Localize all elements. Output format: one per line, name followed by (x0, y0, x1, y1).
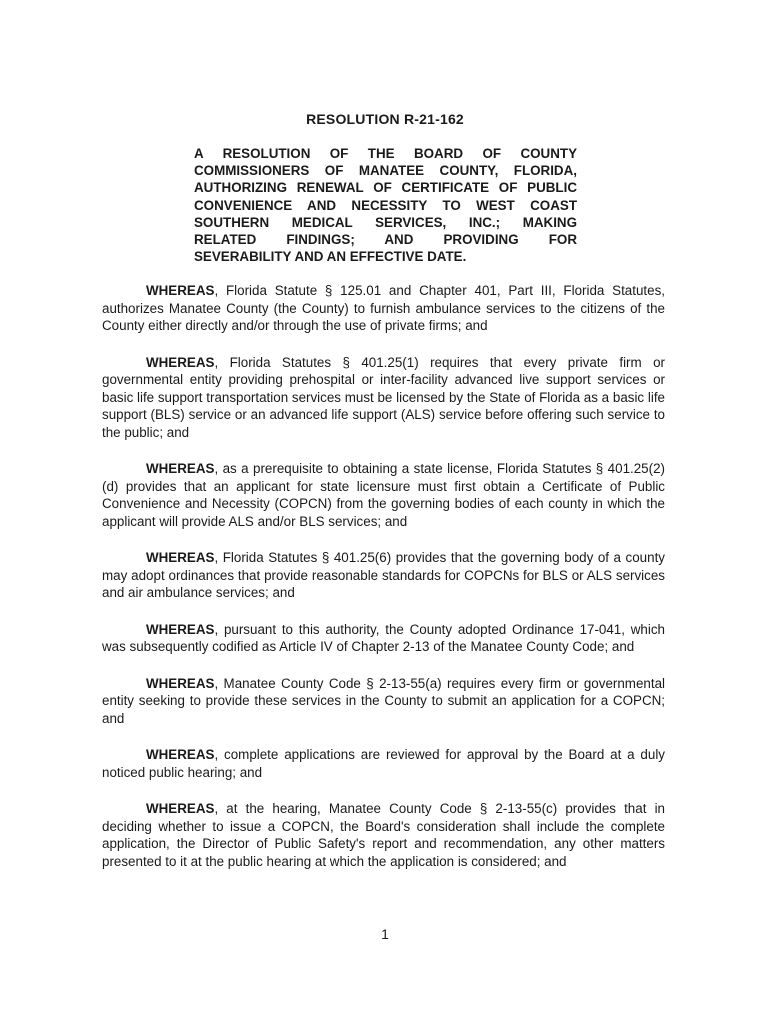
whereas-lead: WHEREAS (146, 550, 215, 565)
whereas-lead: WHEREAS (146, 801, 215, 816)
whereas-lead: WHEREAS (146, 283, 215, 298)
resolution-caption (194, 145, 577, 265)
whereas-lead: WHEREAS (146, 621, 215, 637)
whereas-lead: WHEREAS (146, 675, 215, 691)
resolution-body (102, 282, 665, 889)
paragraph-text: , as a prerequisite to obtaining a state license, Florida Statutes § 401.25(2)(d) provides that an applicant for state licensure must first obtain a Certificate of Public Convenience and Necessity (COPCN) from the governing bodies of each county in which the applicant will provide ALS and/or BLS services; and (102, 461, 665, 529)
paragraph-text: , Florida Statute § 125.01 and Chapter 401, Part III, Florida Statutes, authorizes Manatee County (the County) to furnish ambulance services to the citizens of the County either directly and/or through the use of private firms; and (102, 283, 665, 333)
whereas-paragraph (102, 549, 665, 602)
caption-line: RELATED FINDINGS; AND PROVIDING FOR (194, 232, 577, 248)
page-number: 1 (381, 926, 389, 942)
resolution-title: RESOLUTION R-21-162 (306, 111, 464, 127)
paragraph-text: , Florida Statutes § 401.25(6) provides that the governing body of a county may adopt ordinances that provide reasonable standards for COPCNs for BLS or ALS services and air ambulance services; and (102, 550, 665, 600)
caption-line: AUTHORIZING RENEWAL OF CERTIFICATE OF PUBLIC (194, 180, 577, 196)
caption-line: COMMISSIONERS OF MANATEE COUNTY, FLORIDA, (194, 163, 577, 179)
whereas-lead: WHEREAS (146, 461, 215, 476)
whereas-paragraph (102, 675, 665, 728)
paragraph-text: , Florida Statutes § 401.25(1) requires that every private firm or governmental entity providing prehospital or inter-facility advanced live support services or basic life support transportation services must be licensed by the State of Florida as a basic life support (BLS) service or an advanced life support (ALS) service before offering such service to the public; and (102, 354, 665, 440)
whereas-lead: WHEREAS (146, 747, 215, 762)
caption-line: SOUTHERN MEDICAL SERVICES, INC.; MAKING (194, 214, 577, 230)
caption-line: A RESOLUTION OF THE BOARD OF COUNTY (194, 146, 577, 161)
whereas-paragraph (102, 746, 665, 781)
paragraph-text: , pursuant to this authority, the County adopted Ordinance 17-041, which was subsequently codified as Article IV of Chapter 2-13 of the Manatee County Code; and (102, 621, 665, 654)
whereas-paragraph (102, 282, 665, 335)
whereas-paragraph (102, 460, 665, 530)
paragraph-text: , at the hearing, Manatee County Code § 2-13-55(c) provides that in deciding whether to issue a COPCN, the Board's consideration shall include the complete application, the Director of Public Safety's report and recommendation, any other matters presented to it at the public hearing at which the application is considered; and (102, 801, 665, 869)
whereas-paragraph (102, 621, 665, 656)
paragraph-text: , complete applications are reviewed for approval by the Board at a duly noticed public hearing; and (102, 747, 665, 780)
caption-line: CONVENIENCE AND NECESSITY TO WEST COAST (194, 197, 577, 213)
caption-line: SEVERABILITY AND AN EFFECTIVE DATE. (194, 249, 467, 265)
paragraph-text: , Manatee County Code § 2-13-55(a) requires every firm or governmental entity seeking to provide these services in the County to submit an application for a COPCN; and (102, 675, 665, 726)
whereas-paragraph (102, 354, 665, 442)
whereas-lead: WHEREAS (146, 354, 215, 370)
whereas-paragraph (102, 800, 665, 870)
